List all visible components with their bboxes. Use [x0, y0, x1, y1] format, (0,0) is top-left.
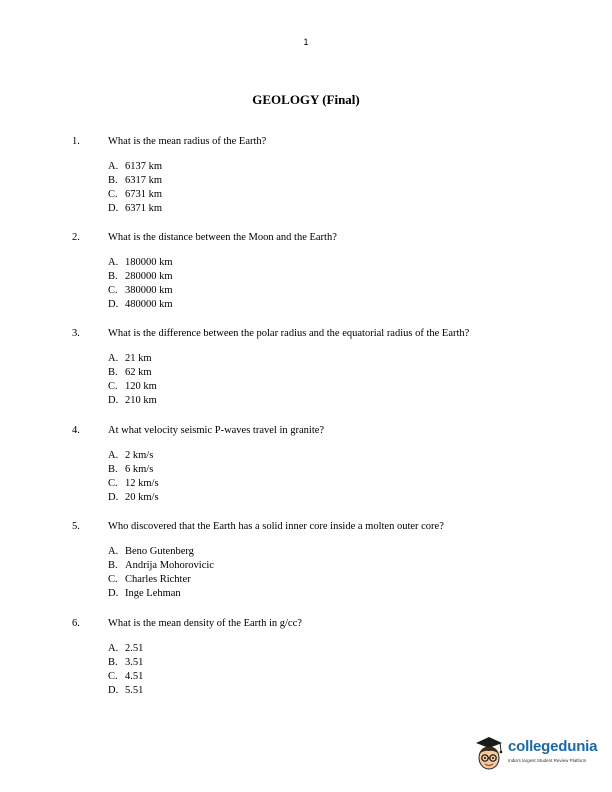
option-text: 180000 km — [125, 257, 173, 268]
option-text: 62 km — [125, 367, 152, 378]
option-item — [108, 160, 162, 174]
option-letter: A. — [108, 450, 119, 461]
option-item — [108, 684, 143, 698]
option-letter: D. — [108, 203, 119, 214]
option-letter: C. — [108, 381, 118, 392]
option-text: 120 km — [125, 381, 157, 392]
option-item — [108, 463, 159, 477]
page-number: 1 — [303, 37, 309, 47]
option-text: 210 km — [125, 395, 157, 406]
option-text: 6731 km — [125, 189, 163, 200]
option-text: Inge Lehman — [125, 588, 181, 599]
option-item — [108, 656, 143, 670]
question-number: 5. — [72, 521, 80, 532]
option-letter: B. — [108, 175, 118, 186]
option-text: 4.51 — [125, 671, 144, 682]
option-item — [108, 270, 173, 284]
option-text: Beno Gutenberg — [125, 546, 194, 557]
option-item — [108, 256, 173, 270]
option-list — [108, 642, 143, 698]
page-title: GEOLOGY (Final) — [252, 92, 360, 107]
question-text: What is the difference between the polar radius and the equatorial radius of the Earth? — [108, 328, 470, 339]
option-item — [108, 559, 214, 573]
question-number: 2. — [72, 232, 80, 243]
question-number: 1. — [72, 136, 80, 147]
option-text: 2 km/s — [125, 450, 154, 461]
option-letter: B. — [108, 560, 118, 571]
option-text: 6371 km — [125, 203, 163, 214]
option-letter: A. — [108, 257, 119, 268]
option-text: 20 km/s — [125, 492, 159, 503]
option-item — [108, 188, 162, 202]
option-letter: D. — [108, 685, 119, 696]
question-text: What is the mean density of the Earth in g/cc? — [108, 618, 302, 629]
option-item — [108, 298, 173, 312]
option-list — [108, 352, 157, 408]
option-item — [108, 352, 157, 366]
option-letter: D. — [108, 299, 119, 310]
question-number: 6. — [72, 618, 80, 629]
option-item — [108, 284, 173, 298]
option-item — [108, 477, 159, 491]
option-text: Charles Richter — [125, 574, 191, 585]
option-item — [108, 491, 159, 505]
option-item — [108, 545, 214, 559]
option-text: 12 km/s — [125, 478, 159, 489]
option-letter: B. — [108, 464, 118, 475]
logo-wordmark: collegedunia — [508, 738, 598, 755]
option-letter: B. — [108, 271, 118, 282]
question-number: 3. — [72, 328, 80, 339]
option-letter: A. — [108, 643, 119, 654]
option-list — [108, 160, 162, 216]
question-text: What is the mean radius of the Earth? — [108, 136, 267, 147]
collegedunia-logo — [472, 734, 602, 774]
option-list — [108, 256, 173, 312]
option-text: 6 km/s — [125, 464, 154, 475]
option-list — [108, 449, 159, 505]
option-item — [108, 366, 157, 380]
option-item — [108, 380, 157, 394]
option-list — [108, 545, 214, 601]
option-letter: C. — [108, 189, 118, 200]
option-text: 6137 km — [125, 161, 163, 172]
option-letter: D. — [108, 588, 119, 599]
option-item — [108, 449, 159, 463]
option-letter: D. — [108, 492, 119, 503]
option-text: 5.51 — [125, 685, 144, 696]
question-text: Who discovered that the Earth has a solid inner core inside a molten outer core? — [108, 521, 444, 532]
option-letter: B. — [108, 657, 118, 668]
option-text: Andrija Mohorovicic — [125, 560, 214, 571]
question-number: 4. — [72, 425, 80, 436]
option-letter: A. — [108, 546, 119, 557]
option-item — [108, 394, 157, 408]
option-text: 2.51 — [125, 643, 144, 654]
option-text: 480000 km — [125, 299, 173, 310]
option-letter: A. — [108, 353, 119, 364]
option-letter: B. — [108, 367, 118, 378]
option-letter: A. — [108, 161, 119, 172]
option-item — [108, 587, 214, 601]
option-item — [108, 642, 143, 656]
option-item — [108, 670, 143, 684]
question-text: What is the distance between the Moon and the Earth? — [108, 232, 337, 243]
option-letter: C. — [108, 478, 118, 489]
option-text: 21 km — [125, 353, 152, 364]
option-text: 380000 km — [125, 285, 173, 296]
option-item — [108, 202, 162, 216]
option-letter: D. — [108, 395, 119, 406]
option-item — [108, 174, 162, 188]
option-letter: C. — [108, 574, 118, 585]
option-text: 3.51 — [125, 657, 144, 668]
option-letter: C. — [108, 671, 118, 682]
option-text: 6317 km — [125, 175, 163, 186]
option-letter: C. — [108, 285, 118, 296]
option-text: 280000 km — [125, 271, 173, 282]
option-item — [108, 573, 214, 587]
mascot-icon — [472, 734, 506, 774]
question-text: At what velocity seismic P-waves travel in granite? — [108, 425, 325, 436]
logo-tagline: India's largest Student Review Platform — [508, 758, 587, 763]
